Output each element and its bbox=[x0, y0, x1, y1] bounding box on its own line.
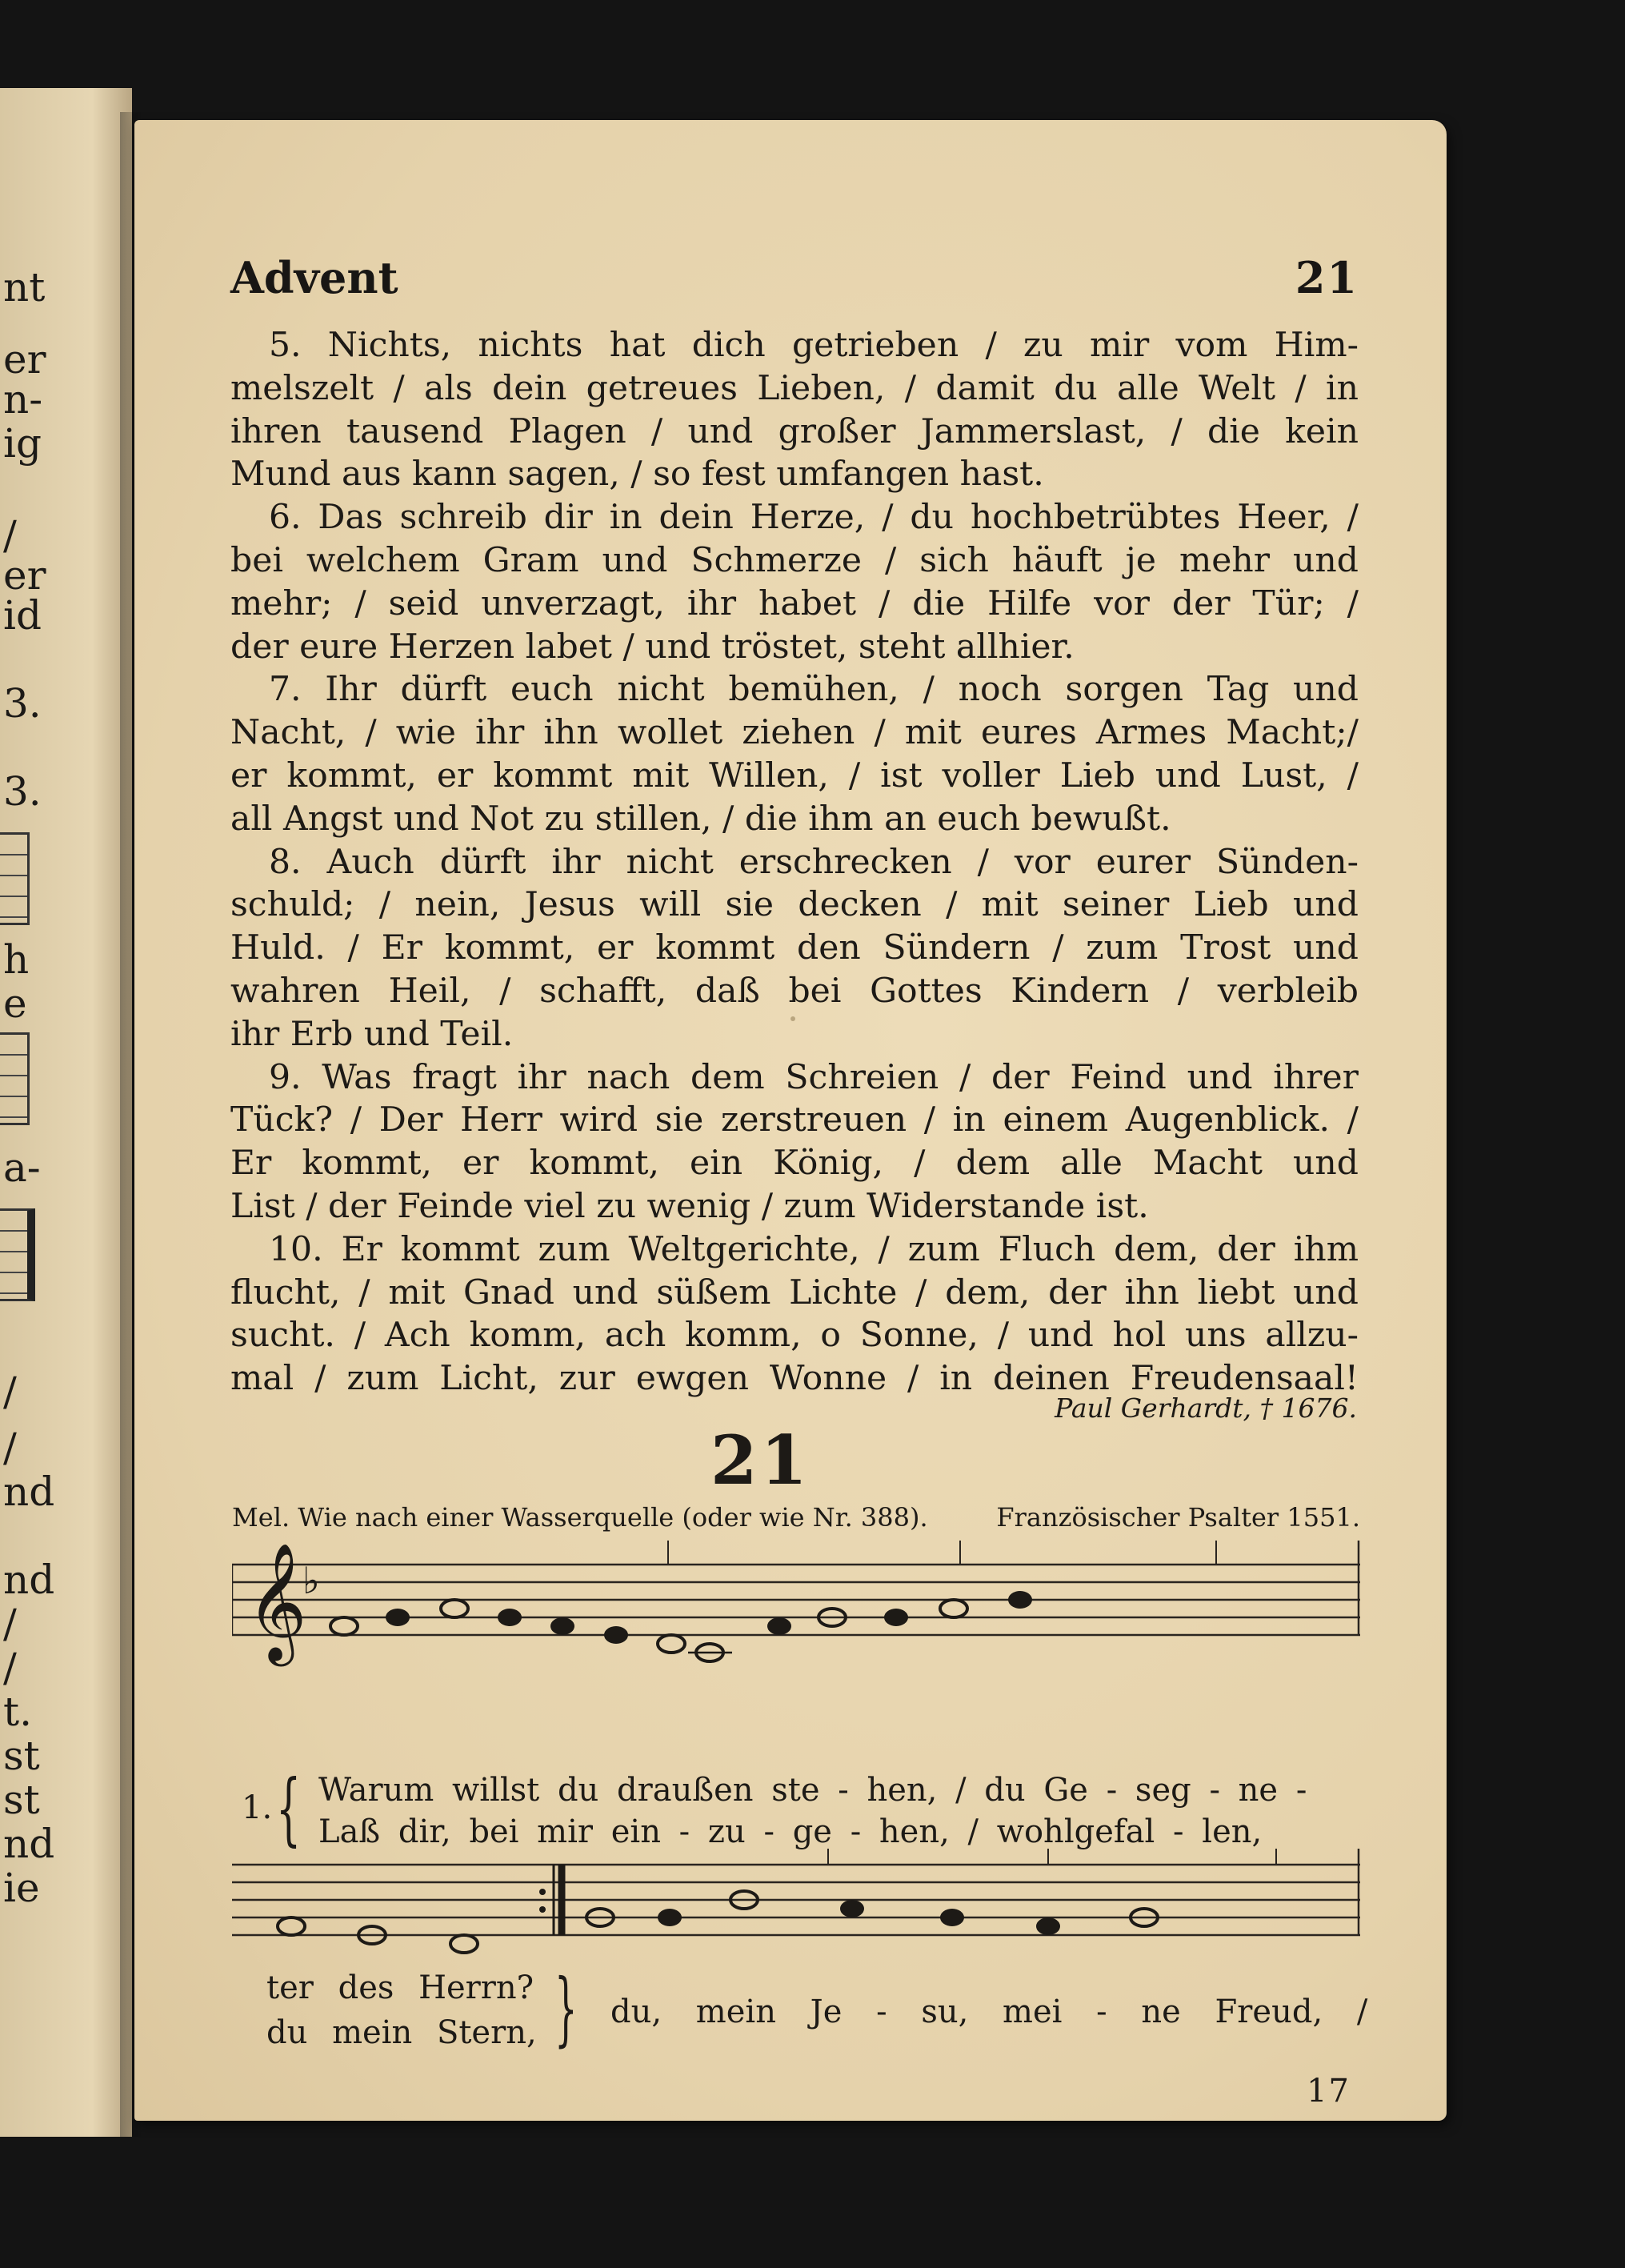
melody-source: Französischer Psalter 1551. bbox=[996, 1502, 1360, 1533]
bar-lines bbox=[668, 1541, 1216, 1565]
flat-sign-icon: ♭ bbox=[302, 1559, 320, 1602]
facing-page-fragment: h bbox=[3, 936, 30, 983]
hymn-page-number: 21 bbox=[1295, 252, 1359, 303]
verse-line-4: du, mein Je - su, mei - ne Freud, / bbox=[610, 1994, 1368, 2030]
melody-line bbox=[232, 1502, 1360, 1533]
facing-page-fragment: id bbox=[3, 592, 42, 639]
facing-page-fragment: er bbox=[3, 336, 46, 383]
verse-number: 1. bbox=[242, 1789, 273, 1826]
facing-page-fragment: nd bbox=[3, 1821, 55, 1867]
text-line: Huld. / Er kommt, er kommt den Sündern / zum Trost und bbox=[230, 928, 1359, 968]
note bbox=[386, 1609, 410, 1626]
facing-page-fragment: / bbox=[3, 1601, 17, 1647]
facing-page-fragment: t. bbox=[3, 1689, 32, 1735]
facing-page-fragment: ie bbox=[3, 1865, 40, 1911]
note bbox=[940, 1600, 967, 1617]
note bbox=[658, 1635, 685, 1653]
facing-page-fragment: / bbox=[3, 512, 17, 559]
treble-clef-icon: 𝄞 bbox=[246, 1542, 307, 1661]
text-line: wahren Heil, / schafft, daß bei Gottes Kindern / verbleib bbox=[230, 971, 1359, 1011]
text-line: mal / zum Licht, zur ewgen Wonne / in deinen Freudensaal! bbox=[230, 1359, 1359, 1399]
text-line: er kommt, er kommt mit Willen, / ist voller Lieb und Lust, / bbox=[230, 755, 1359, 795]
page-header bbox=[230, 252, 1359, 316]
note bbox=[767, 1617, 791, 1635]
facing-page-fragment: n- bbox=[3, 376, 43, 423]
text-line: 6. Das schreib dir in dein Herze, / du hochbetrübtes Heer, / bbox=[269, 498, 1359, 538]
stanza-8 bbox=[230, 841, 1359, 1056]
note bbox=[278, 1917, 305, 1935]
text-line: Nacht, / wie ihr ihn wollet ziehen / mit eures Armes Macht;/ bbox=[230, 713, 1359, 753]
text-line: mehr; / seid unverzagt, ihr habet / die Hilfe vor der Tür; / bbox=[230, 583, 1359, 623]
note bbox=[884, 1609, 908, 1626]
text-line: melszelt / als dein getreues Lieben, / damit du alle Welt / in bbox=[230, 368, 1359, 408]
text-line: Mund aus kann sagen, / so fest umfangen hast. bbox=[230, 455, 1044, 495]
text-line: List / der Feinde viel zu wenig / zum Widerstande ist. bbox=[230, 1186, 1149, 1226]
note bbox=[604, 1626, 628, 1644]
text-line: schuld; / nein, Jesus will sie decken / mit seiner Lieb und bbox=[230, 885, 1359, 925]
note bbox=[1008, 1591, 1032, 1609]
note bbox=[441, 1600, 468, 1617]
facing-page-fragment: a- bbox=[3, 1144, 41, 1191]
music-staff-1 bbox=[232, 1541, 1360, 1677]
hymn-number: 21 bbox=[710, 1421, 810, 1500]
section-title: Advent bbox=[230, 252, 398, 303]
facing-page-fragment: nd bbox=[3, 1469, 55, 1515]
facing-page-staff bbox=[0, 1032, 30, 1125]
bar-lines bbox=[828, 1849, 1276, 1865]
stanza-10 bbox=[230, 1228, 1359, 1400]
facing-page-fragment: nd bbox=[3, 1557, 55, 1603]
stanza-7 bbox=[230, 668, 1359, 840]
text-line: 8. Auch dürft ihr nicht erschrecken / vor eurer Sünden- bbox=[269, 842, 1359, 882]
stanza-6 bbox=[230, 496, 1359, 668]
stanza-5 bbox=[230, 324, 1359, 496]
note bbox=[1036, 1917, 1060, 1935]
text-line: 5. Nichts, nichts hat dich getrieben / zu mir vom Him- bbox=[269, 326, 1359, 365]
facing-page-fragment: e bbox=[3, 980, 27, 1027]
facing-page-fragment: / bbox=[3, 1645, 17, 1691]
facing-page-fragment: st bbox=[3, 1733, 40, 1779]
verse-line-3a: ter des Herrn? bbox=[266, 1969, 534, 2006]
text-line: flucht, / mit Gnad und süßem Lichte / dem, der ihn liebt und bbox=[230, 1272, 1359, 1312]
facing-page-staff bbox=[0, 1208, 35, 1301]
text-line: Tück? / Der Herr wird sie zerstreuen / in einem Augenblick. / bbox=[230, 1100, 1359, 1140]
text-line: 7. Ihr dürft euch nicht bemühen, / noch sorgen Tag und bbox=[269, 670, 1359, 710]
note bbox=[658, 1909, 682, 1926]
verse-line-1: Warum willst du draußen ste - hen, / du Ge - seg - ne - bbox=[318, 1772, 1307, 1809]
note bbox=[840, 1900, 864, 1917]
verse-line-2: Laß dir, bei mir ein - zu - ge - hen, / wohlgefal - len, bbox=[318, 1813, 1263, 1850]
text-line: Er kommt, er kommt, ein König, / dem alle Macht und bbox=[230, 1144, 1359, 1184]
note bbox=[450, 1935, 478, 1953]
facing-page-fragment: er bbox=[3, 552, 46, 599]
facing-page-fragment: / bbox=[3, 1425, 17, 1471]
stanza-9 bbox=[230, 1056, 1359, 1228]
text-line: bei welchem Gram und Schmerze / sich häuft je mehr und bbox=[230, 540, 1359, 580]
music-staff-2 bbox=[232, 1849, 1360, 1961]
facing-page-staff bbox=[0, 832, 30, 925]
note bbox=[330, 1617, 358, 1635]
facing-page-fragment: st bbox=[3, 1777, 40, 1823]
facing-page-edge bbox=[0, 88, 132, 2137]
facing-page-fragment: / bbox=[3, 1368, 17, 1415]
text-line: ihren tausend Plagen / und großer Jammerslast, / die kein bbox=[230, 411, 1359, 451]
hymn-text bbox=[230, 324, 1359, 1400]
text-line: 10. Er kommt zum Weltgerichte, / zum Fluch dem, der ihm bbox=[269, 1229, 1359, 1269]
text-line: all Angst und Not zu stillen, / die ihm an euch bewußt. bbox=[230, 799, 1171, 839]
facing-page-fragment: ig bbox=[3, 420, 42, 467]
facing-page-fragment: 3. bbox=[3, 680, 42, 727]
brace-icon: } bbox=[554, 1961, 578, 2055]
printer-signature: 17 bbox=[1307, 2073, 1351, 2110]
note bbox=[550, 1617, 574, 1635]
text-line: ihr Erb und Teil. bbox=[230, 1014, 514, 1054]
melody-reference: Mel. Wie nach einer Wasserquelle (oder wie Nr. 388). bbox=[232, 1502, 928, 1533]
notes bbox=[330, 1591, 1032, 1661]
verse-line-3b: du mein Stern, bbox=[266, 2014, 537, 2051]
text-line: sucht. / Ach komm, ach komm, o Sonne, / und hol uns allzu- bbox=[230, 1316, 1359, 1356]
note bbox=[498, 1609, 522, 1626]
text-line: der eure Herzen labet / und tröstet, steht allhier. bbox=[230, 627, 1075, 667]
brace-icon: { bbox=[276, 1764, 302, 1855]
staff-lines bbox=[232, 1849, 1360, 1935]
author-credit: Paul Gerhardt, † 1676. bbox=[1055, 1392, 1357, 1424]
facing-page-fragment: nt bbox=[3, 264, 46, 311]
note bbox=[940, 1909, 964, 1926]
hymnal-page bbox=[134, 120, 1447, 2121]
text-line: 9. Was fragt ihr nach dem Schreien / der Feind und ihrer bbox=[269, 1057, 1359, 1097]
facing-page-fragment: 3. bbox=[3, 768, 42, 815]
